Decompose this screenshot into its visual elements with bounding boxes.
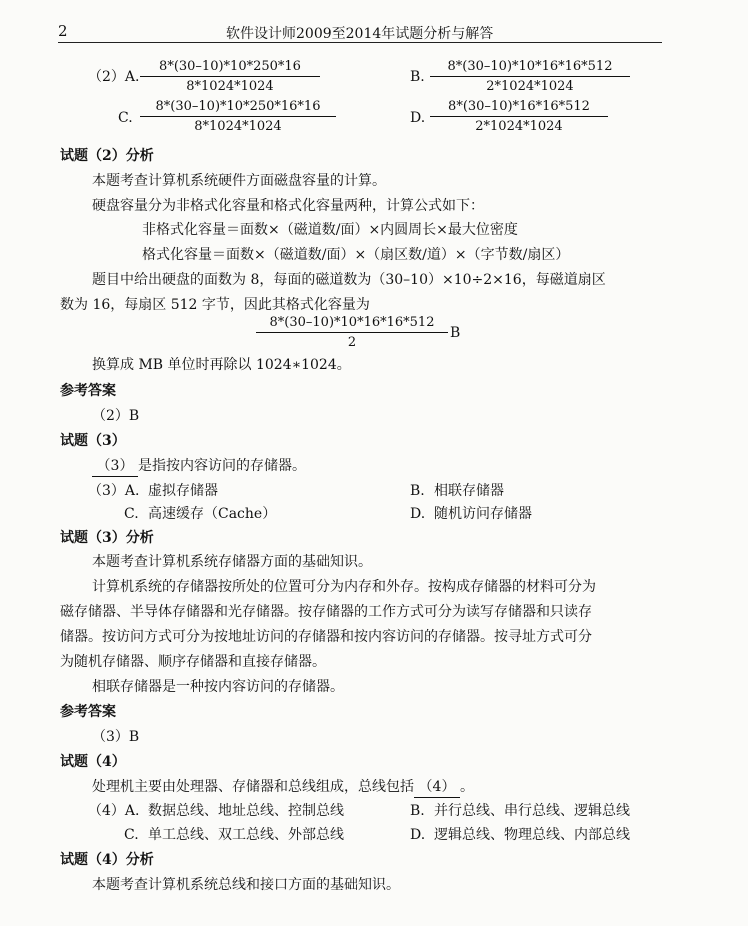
analysis2-paragraph: 换算成 MB 单位时再除以 1024∗1024。	[92, 357, 351, 373]
q4-stem-end: 。	[460, 779, 474, 795]
q4-option-b: 并行总线、串行总线、逻辑总线	[434, 803, 630, 819]
q3-option-c-label: C.	[124, 506, 139, 522]
q3-stem	[92, 456, 306, 477]
analysis2-paragraph: 题目中给出硬盘的面数为 8，每面的磁道数为（30–10）×10÷2×16，每磁道扇区	[92, 272, 606, 288]
q4-stem-text: 处理机主要由处理器、存储器和总线组成，总线包括	[92, 779, 414, 795]
analysis3-paragraph: 相联存储器是一种按内容访问的存储器。	[92, 679, 344, 695]
formula-formatted: 格式化容量＝面数×（磁道数/面）×（扇区数/道）×（字节数/扇区）	[142, 247, 570, 263]
fraction-numerator: 8*(30–10)*10*16*16*512	[256, 314, 448, 333]
q2-option-c-fraction	[140, 98, 336, 135]
fraction-denominator: 8*1024*1024	[186, 79, 274, 94]
header-title: 软件设计师2009至2014年试题分析与解答	[226, 26, 494, 42]
fraction-denominator: 8*1024*1024	[194, 119, 282, 134]
q4-option-b-label: B.	[410, 803, 425, 819]
q2-option-d-fraction	[430, 98, 608, 135]
analysis3-paragraph: 本题考查计算机系统存储器方面的基础知识。	[92, 554, 372, 570]
fraction-denominator: 2	[347, 335, 357, 350]
answer2-value: （2）B	[92, 408, 140, 424]
analysis4-heading: 试题（4）分析	[60, 852, 154, 868]
analysis2-paragraph: 数为 16，每扇区 512 字节，因此其格式化容量为	[60, 297, 370, 313]
page-number: 2	[58, 22, 68, 40]
answer2-heading: 参考答案	[60, 383, 116, 399]
q2-option-c-label: C.	[118, 110, 133, 126]
analysis3-paragraph: 为随机存储器、顺序存储器和直接存储器。	[60, 654, 326, 670]
running-header	[58, 22, 662, 43]
fraction-numerator: 8*(30–10)*10*16*16*512	[430, 58, 630, 77]
q3-option-d-label: D.	[410, 506, 426, 522]
q3-option-b-label: B.	[410, 483, 425, 499]
q4-option-a: 数据总线、地址总线、控制总线	[148, 803, 344, 819]
fraction-denominator: 2*1024*1024	[486, 79, 574, 94]
analysis3-paragraph: 磁存储器、半导体存储器和光存储器。按存储器的工作方式可分为读写存储器和只读存	[60, 604, 592, 620]
q4-option-d-label: D.	[410, 827, 426, 843]
capacity-fraction	[256, 314, 448, 351]
answer3-value: （3）B	[92, 729, 140, 745]
q4-option-c-label: C.	[124, 827, 139, 843]
q4-option-d: 逻辑总线、物理总线、内部总线	[434, 827, 630, 843]
analysis3-heading: 试题（3）分析	[60, 530, 154, 546]
answer3-heading: 参考答案	[60, 704, 116, 720]
q4-stem	[92, 777, 474, 798]
analysis3-paragraph: 储器。按访问方式可分为按地址访问的存储器和按内容访问的存储器。按寻址方式可分	[60, 629, 592, 645]
q2-option-label: （2）A.	[88, 69, 140, 85]
capacity-unit: B	[450, 325, 461, 341]
q4-option-label: （4）A.	[88, 803, 140, 819]
q3-option-d: 随机访问存储器	[434, 506, 532, 522]
q2-option-d-label: D.	[410, 110, 426, 126]
analysis2-paragraph: 本题考查计算机系统硬件方面磁盘容量的计算。	[92, 173, 386, 189]
q3-option-b: 相联存储器	[434, 483, 504, 499]
q3-heading: 试题（3）	[60, 433, 126, 449]
q4-option-c: 单工总线、双工总线、外部总线	[148, 827, 344, 843]
q4-heading: 试题（4）	[60, 754, 126, 770]
q3-option-a: 虚拟存储器	[148, 483, 218, 499]
fraction-denominator: 2*1024*1024	[475, 119, 563, 134]
q2-option-a-fraction	[140, 58, 320, 95]
q3-stem-text: 是指按内容访问的存储器。	[138, 458, 306, 474]
fraction-numerator: 8*(30–10)*16*16*512	[430, 98, 608, 117]
fraction-numerator: 8*(30–10)*10*250*16	[140, 58, 320, 77]
fraction-numerator: 8*(30–10)*10*250*16*16	[140, 98, 336, 117]
analysis3-paragraph: 计算机系统的存储器按所处的位置可分为内存和外存。按构成存储器的材料可分为	[92, 579, 596, 595]
q2-option-b-label: B.	[410, 69, 425, 85]
q3-option-c: 高速缓存（Cache）	[148, 506, 277, 522]
analysis4-paragraph: 本题考查计算机系统总线和接口方面的基础知识。	[92, 877, 400, 893]
q3-option-label: （3）A.	[88, 483, 140, 499]
answer-blank: （4）	[414, 777, 460, 798]
q2-option-b-fraction	[430, 58, 630, 95]
formula-unformatted: 非格式化容量＝面数×（磁道数/面）×内圆周长×最大位密度	[142, 222, 518, 238]
answer-blank: （3）	[92, 456, 138, 477]
analysis2-heading: 试题（2）分析	[60, 148, 154, 164]
analysis2-paragraph: 硬盘容量分为非格式化容量和格式化容量两种，计算公式如下：	[92, 198, 484, 214]
